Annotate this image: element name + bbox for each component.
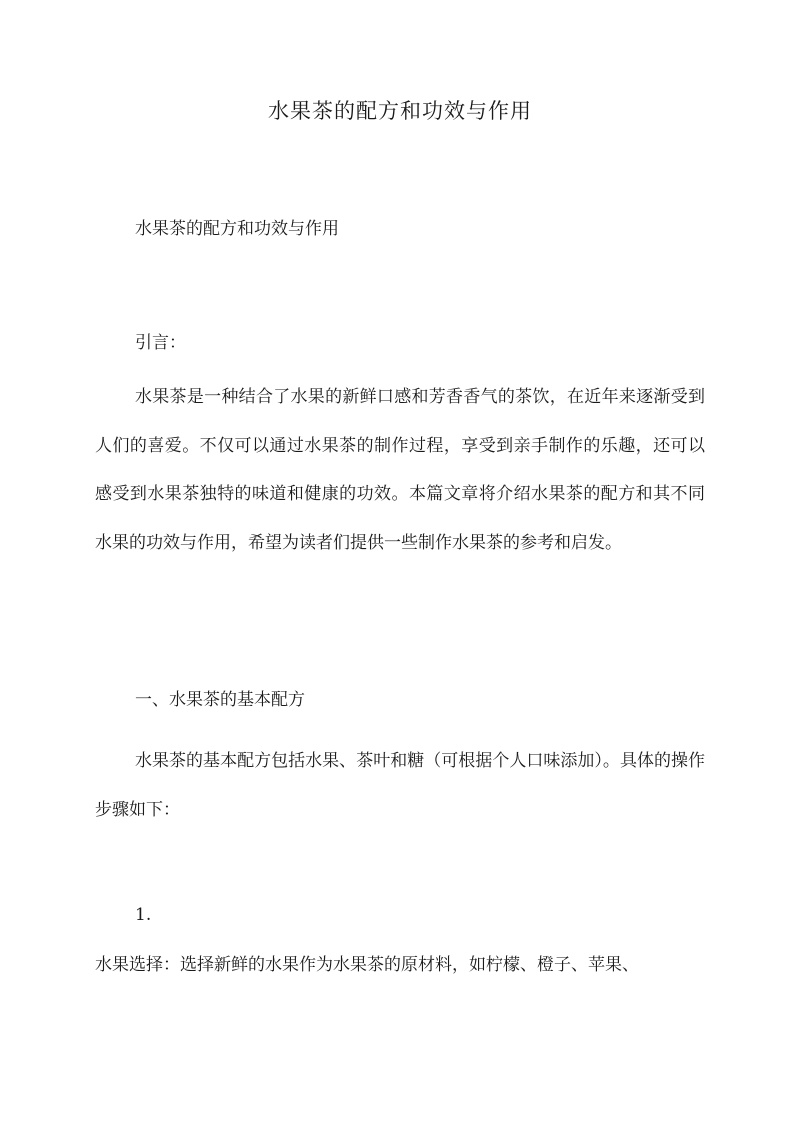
step-1-text: 水果选择：选择新鲜的水果作为水果茶的原材料，如柠檬、橙子、苹果、 bbox=[95, 955, 639, 975]
intro-paragraph: 水果茶是一种结合了水果的新鲜口感和芳香香气的茶饮，在近年来逐渐受到人们的喜爱。不仅可以通过水果茶的制作过程，享受到亲手制作的乐趣，还可以感受到水果茶独特的味道和健康的功效。本篇文章将介绍水果茶的配方和其不同水果的功效与作用，希望为读者们提供一些制作水果茶的参考和启发。 bbox=[95, 387, 705, 553]
step-1-number: 1. bbox=[135, 905, 152, 925]
section-1-paragraph: 水果茶的基本配方包括水果、茶叶和糖（可根据个人口味添加）。具体的操作步骤如下： bbox=[95, 751, 705, 820]
section-1-heading: 一、水果茶的基本配方 bbox=[135, 690, 305, 710]
intro-label: 引言： bbox=[135, 333, 186, 353]
document-subtitle: 水果茶的配方和功效与作用 bbox=[135, 219, 339, 239]
document-title: 水果茶的配方和功效与作用 bbox=[268, 99, 532, 123]
